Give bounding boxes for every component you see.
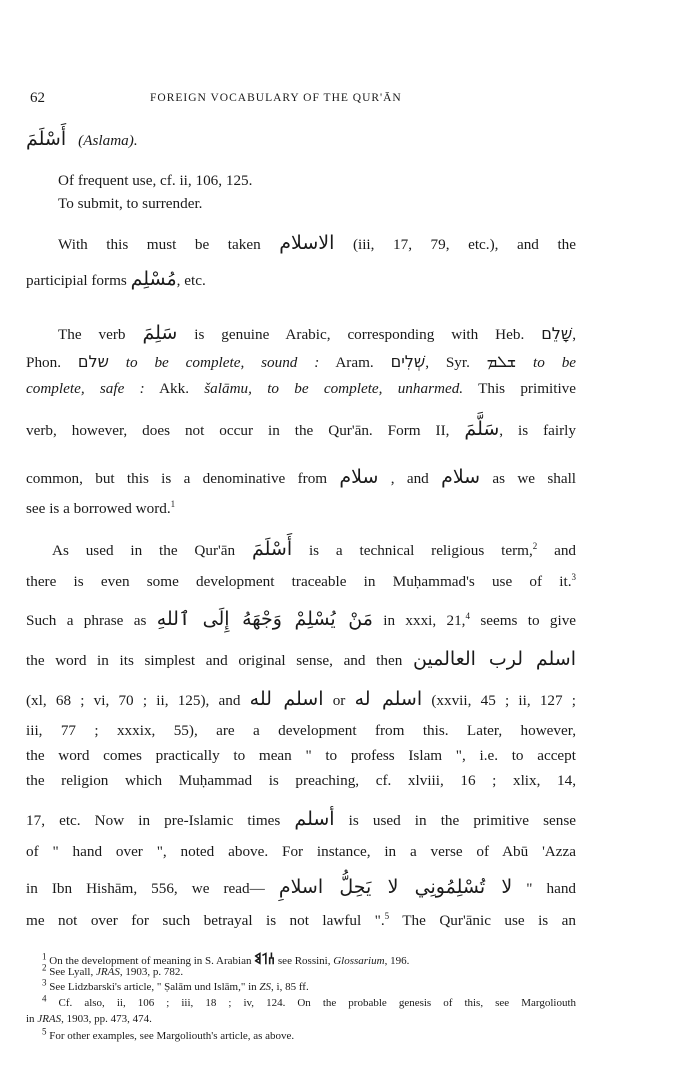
intro-line-1: Of frequent use, cf. ii, 106, 125. — [58, 172, 253, 189]
p3-line-8: the religion which Muḥammad is preaching, cf. xlviii, 16 ; xlix, 14, — [26, 772, 576, 789]
arabic-aslama-2: أسلم — [294, 808, 335, 830]
p3-line-4: the word in its simplest and original sense, and then اسلم لرب العالمين — [26, 648, 577, 670]
p3-line-3: Such a phrase as مَنْ يُسْلِمْ وَجْهَهُ إِلَى ٱللهِ in xxxi, 21,$^4$ seems to give — [26, 608, 577, 630]
entry-heading — [26, 128, 138, 150]
p3-line-11: in Ibn Hishām, 556, we read— لا تُسْلِمُونِي لا يَحِلُّ اسلامِ " hand — [26, 876, 577, 898]
intro-line-2: To submit, to surrender. — [58, 195, 203, 212]
arabic-aslama-lillah: اسلم لله — [249, 688, 324, 710]
p3-line-7: the word comes practically to mean " to profess Islam ", i.e. to accept — [26, 747, 576, 764]
p3-line-2: there is even some development traceable in Muḥammad's use of it.$^3$ — [26, 571, 576, 590]
footnote-2: $^2$ See Lyall, JRAS, 1903, p. 782. — [42, 962, 184, 978]
p1-line-1: With this must be taken الاسلام (iii, 17, 79, etc.), and the — [58, 232, 577, 254]
p2-line-5: common, but this is a denominative from سلام , and سلام as we shall — [26, 466, 577, 488]
arabic-phrase-xxxi-21: مَنْ يُسْلِمْ وَجْهَهُ إِلَى ٱللهِ — [156, 608, 373, 630]
arabic-muslim: مُسْلِم — [130, 268, 177, 290]
arabic-salam-1: سلام — [339, 466, 379, 488]
footnote-5: $^5$ For other examples, see Margoliouth's article, as above. — [42, 1026, 295, 1042]
p3-line-10: of " hand over ", noted above. For instance, in a verse of Abū 'Azza — [26, 843, 576, 860]
p3-line-5: (xl, 68 ; vi, 70 ; ii, 125), and اسلم لله or اسلم له (xxvii, 45 ; ii, 127 ; — [26, 688, 577, 710]
p3-line-6: iii, 77 ; xxxix, 55), are a development from this. Later, however, — [26, 722, 576, 739]
arabic-salam-2: سلام — [441, 466, 481, 488]
entry-translit: (Aslama). — [78, 132, 138, 149]
p2-line-6: see is a borrowed word.$^1$ — [26, 498, 176, 517]
arabic-aslama-li-rabbi: اسلم لرب العالمين — [412, 648, 577, 670]
p1-line-2: participial forms مُسْلِم, etc. — [26, 268, 206, 290]
syriac-shlem: ܫܠܡ — [486, 352, 517, 371]
footnote-3: $^3$ See Lidzbarski's article, " Ṣalām und Islām," in ZS, i, 85 ff. — [42, 977, 309, 993]
south-arabian-glyph: 𐩪𐩡𐩣 — [254, 953, 276, 968]
hebrew-shalem: שָׁלֵם — [541, 324, 573, 343]
phoenician-shlm: שלם — [77, 352, 109, 371]
arabic-sallama: سَلَّمَ — [464, 418, 500, 440]
running-title: FOREIGN VOCABULARY OF THE QUR'ĀN — [150, 92, 402, 104]
footnote-4-cont: in JRAS, 1903, pp. 473, 474. — [26, 1013, 152, 1025]
entry-arabic: أَسْلَمَ — [26, 128, 67, 150]
page-number: 62 — [30, 90, 45, 106]
footnote-1: $^1$ On the development of meaning in S. Arabian 𐩪𐩡𐩣 see Rossini, Glossarium, 196. — [42, 951, 410, 968]
aramaic-shlim: שְׁלִים — [390, 352, 426, 371]
arabic-salima: سَلِمَ — [142, 322, 178, 344]
arabic-verse-abu-azza: لا تُسْلِمُونِي لا يَحِلُّ اسلامِ — [278, 876, 513, 898]
arabic-al-islam: الاسلام — [279, 232, 335, 254]
footnote-4: $^4$ Cf. also, ii, 106 ; iii, 18 ; iv, 124. On the probable genesis of this, see Margoliouth — [42, 993, 577, 1009]
p2-line-2: Phon. שלם to be complete, sound : Aram. שְׁלִים, Syr. ܫܠܡ to be — [26, 352, 577, 371]
arabic-aslama: أَسْلَمَ — [251, 538, 293, 560]
p2-line-4: verb, however, does not occur in the Qur'ān. Form II, سَلَّمَ, is fairly — [26, 418, 576, 440]
p3-line-9: 17, etc. Now in pre-Islamic times أسلم is used in the primitive sense — [26, 808, 577, 830]
p2-line-3: complete, safe : Akk. šalāmu, to be complete, unharmed. This primitive — [26, 380, 577, 397]
p3-line-12: me not over for such betrayal is not lawful ".$^5$ The Qur'ānic use is an — [26, 910, 576, 929]
p2-line-1: The verb سَلِمَ is genuine Arabic, corresponding with Heb. שָׁלֵם, — [58, 322, 577, 344]
p3-line-1: As used in the Qur'ān أَسْلَمَ is a technical religious term,$^2$ and — [52, 538, 577, 560]
arabic-aslama-lahu: اسلم له — [354, 688, 423, 710]
